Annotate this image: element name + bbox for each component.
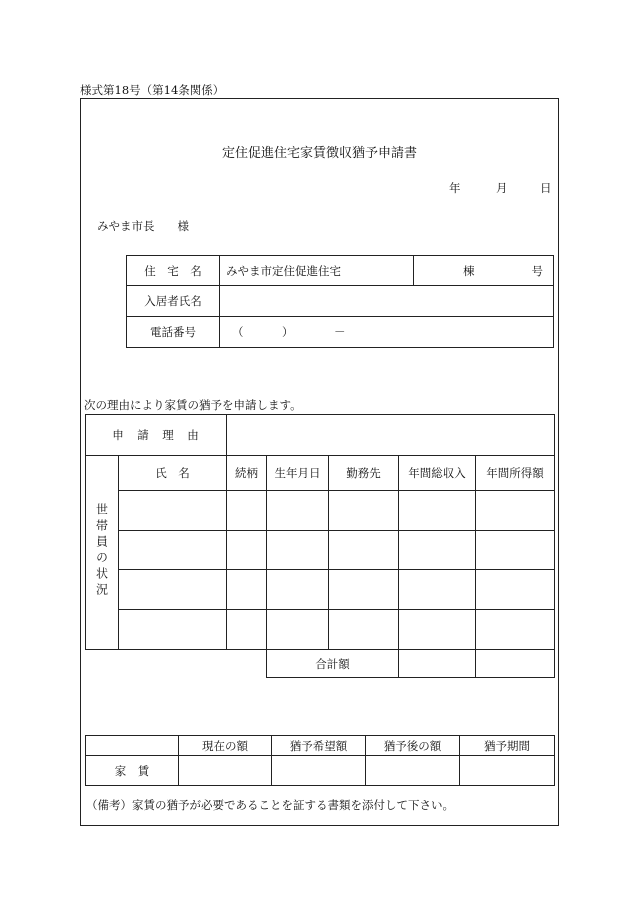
member-birthdate-cell[interactable]	[267, 570, 329, 610]
header-name: 氏 名	[119, 456, 227, 491]
phone-dash: －	[334, 325, 346, 339]
rent-header-period: 猶予期間	[460, 736, 555, 756]
household-side-text: 世帯員の状況	[94, 503, 109, 599]
rent-after-cell[interactable]	[366, 756, 460, 786]
member-income-cell[interactable]	[399, 491, 476, 531]
rent-current-cell[interactable]	[179, 756, 272, 786]
table-row	[86, 610, 555, 650]
header-workplace: 勤務先	[329, 456, 399, 491]
date-year: 年	[449, 181, 461, 195]
header-birthdate: 生年月日	[267, 456, 329, 491]
member-relation-cell[interactable]	[227, 531, 267, 570]
total-earnings-cell[interactable]	[476, 650, 555, 678]
resident-field[interactable]	[220, 286, 554, 317]
phone-open-paren: （	[232, 325, 244, 339]
statement: 次の理由により家賃の猶予を申請します。	[84, 398, 302, 412]
member-name-cell[interactable]	[119, 610, 227, 650]
note: （備考）家賃の猶予が必要であることを証する書類を添付して下さい。	[86, 798, 454, 812]
member-name-cell[interactable]	[119, 531, 227, 570]
rent-period-cell[interactable]	[460, 756, 555, 786]
member-earnings-cell[interactable]	[476, 531, 555, 570]
date-month: 月	[496, 181, 508, 195]
table-row	[86, 491, 555, 531]
member-earnings-cell[interactable]	[476, 570, 555, 610]
household-table	[85, 414, 555, 678]
member-relation-cell[interactable]	[227, 491, 267, 531]
member-workplace-cell[interactable]	[329, 491, 399, 531]
member-birthdate-cell[interactable]	[267, 610, 329, 650]
applicant-table	[126, 255, 554, 348]
housing-label: 住 宅 名	[127, 256, 220, 286]
member-income-cell[interactable]	[399, 610, 476, 650]
rent-header-current: 現在の額	[179, 736, 272, 756]
rent-header-desired: 猶予希望額	[272, 736, 366, 756]
member-relation-cell[interactable]	[227, 610, 267, 650]
member-name-cell[interactable]	[119, 570, 227, 610]
building-label: 棟	[414, 256, 484, 286]
member-workplace-cell[interactable]	[329, 531, 399, 570]
member-relation-cell[interactable]	[227, 570, 267, 610]
rent-table	[85, 735, 555, 786]
rent-desired-cell[interactable]	[272, 756, 366, 786]
member-earnings-cell[interactable]	[476, 491, 555, 531]
phone-label: 電話番号	[127, 317, 220, 348]
member-income-cell[interactable]	[399, 570, 476, 610]
rent-row-label: 家 賃	[86, 756, 179, 786]
date-day: 日	[540, 181, 552, 195]
header-annual-income: 年間総収入	[399, 456, 476, 491]
member-birthdate-cell[interactable]	[267, 531, 329, 570]
member-earnings-cell[interactable]	[476, 610, 555, 650]
phone-close-paren: ）	[282, 325, 294, 339]
member-income-cell[interactable]	[399, 531, 476, 570]
form-number: 様式第18号（第14条関係）	[80, 83, 225, 97]
room-label: 号	[484, 256, 554, 286]
total-income-cell[interactable]	[399, 650, 476, 678]
form-title: 定住促進住宅家賃徴収猶予申請書	[221, 146, 417, 161]
member-name-cell[interactable]	[119, 491, 227, 531]
rent-header-after: 猶予後の額	[366, 736, 460, 756]
rent-header-blank	[86, 736, 179, 756]
addressee: みやま市長 様	[97, 219, 189, 233]
resident-label: 入居者氏名	[127, 286, 220, 317]
reason-label: 申 請 理 由	[86, 415, 227, 456]
member-workplace-cell[interactable]	[329, 610, 399, 650]
total-row-spacer	[86, 650, 267, 678]
header-relation: 続柄	[227, 456, 267, 491]
header-annual-earnings: 年間所得額	[476, 456, 555, 491]
total-label: 合計額	[267, 650, 399, 678]
table-row	[86, 570, 555, 610]
member-birthdate-cell[interactable]	[267, 491, 329, 531]
housing-value[interactable]: みやま市定住促進住宅	[220, 256, 414, 286]
reason-field[interactable]	[227, 415, 555, 456]
member-workplace-cell[interactable]	[329, 570, 399, 610]
table-row	[86, 531, 555, 570]
phone-field[interactable]	[220, 317, 554, 348]
household-side-label	[86, 456, 119, 650]
